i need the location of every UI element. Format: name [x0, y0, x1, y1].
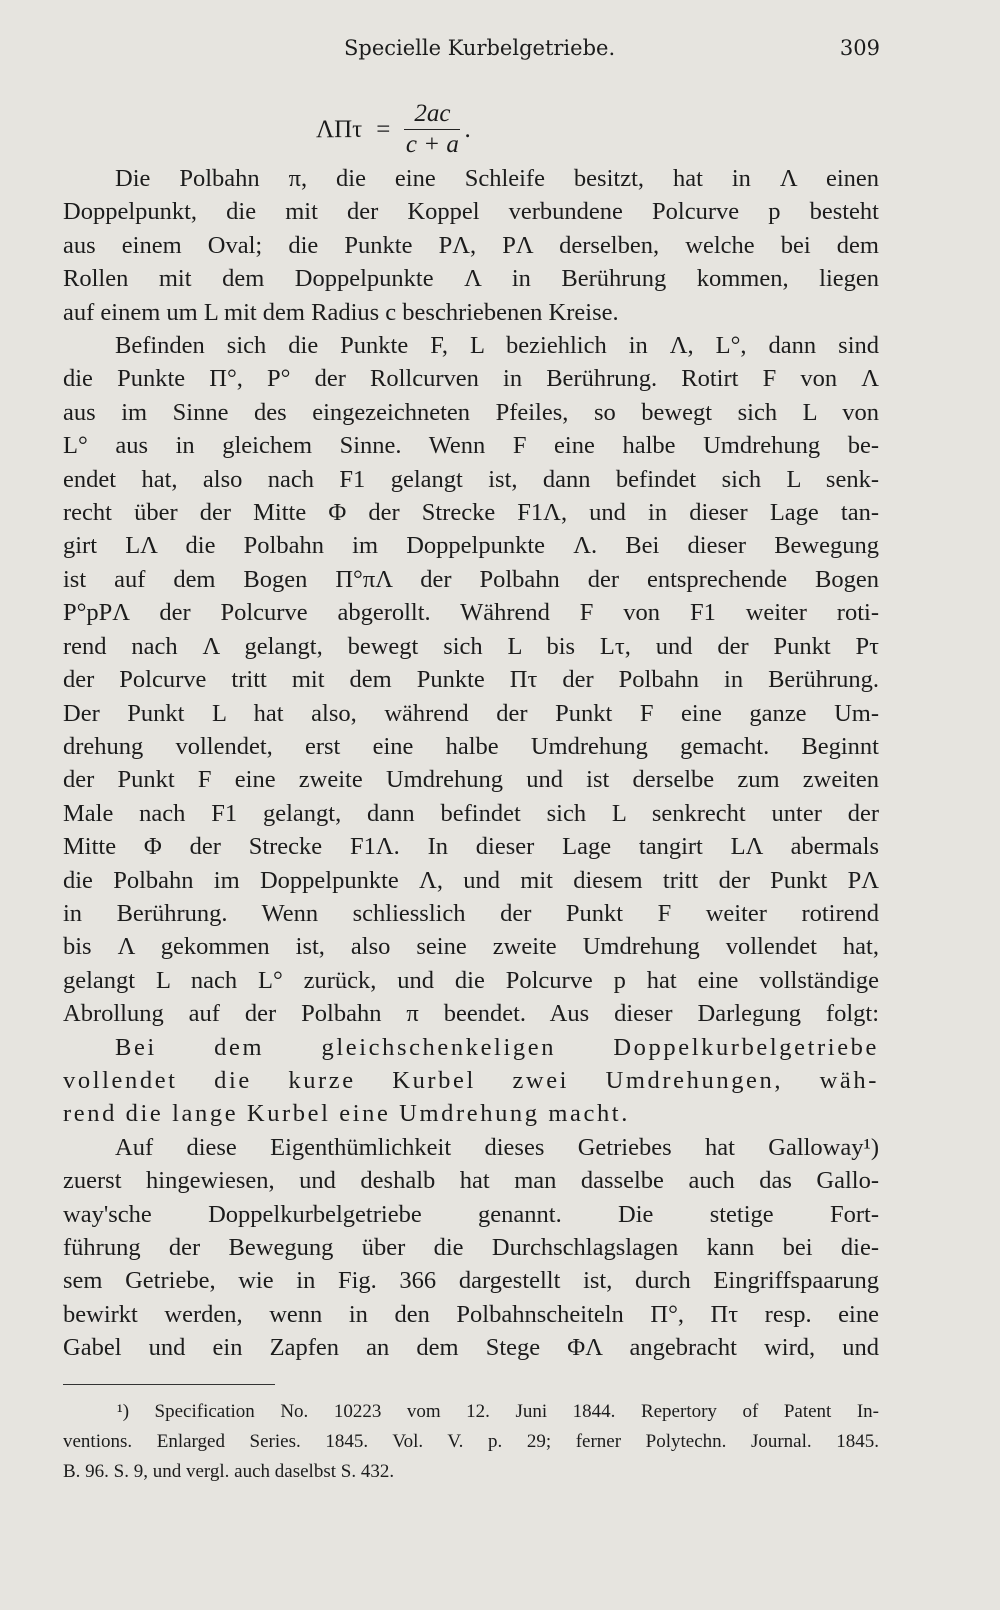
text-line: bis Λ gekommen ist, also seine zweite Umdrehung vollendet hat, [63, 933, 879, 961]
formula-fraction [404, 100, 460, 159]
footnotes [63, 1397, 879, 1487]
text-line: aus einem Oval; die Punkte PΛ, PΛ derselben, welche bei dem [63, 231, 879, 259]
text-line: auf einem um L mit dem Radius c beschriebenen Kreise. [63, 298, 619, 326]
text-line: Der Punkt L hat also, während der Punkt F eine ganze Um- [63, 699, 879, 727]
text-line: Gabel und ein Zapfen an dem Stege ΦΛ angebracht wird, und [63, 1334, 879, 1362]
text-line: girt LΛ die Polbahn im Doppelpunkte Λ. Bei dieser Bewegung [63, 532, 879, 560]
emphasis-line: Bei dem gleichschenkeligen Doppelkurbelgetriebe [115, 1033, 879, 1061]
formula-period: . [464, 115, 471, 143]
formula-equals: = [376, 115, 391, 143]
footnote-line: ventions. Enlarged Series. 1845. Vol. V. p. 29; ferner Polytechn. Journal. 1845. [63, 1431, 879, 1452]
text-line: aus im Sinne des eingezeichneten Pfeiles, so bewegt sich L von [63, 398, 879, 426]
text-line: way'sche Doppelkurbelgetriebe genannt. Die stetige Fort- [63, 1200, 879, 1228]
text-line: der Punkt F eine zweite Umdrehung und ist derselbe zum zweiten [63, 766, 879, 794]
text-line: P°pPΛ der Polcurve abgerollt. Während F von F1 weiter roti- [63, 599, 879, 627]
text-line: Mitte Φ der Strecke F1Λ. In dieser Lage tangirt LΛ abermals [63, 833, 879, 861]
formula-lhs: ΛΠτ [316, 115, 363, 143]
emphasis-line: rend die lange Kurbel eine Umdrehung macht. [63, 1100, 630, 1128]
page-number: 309 [839, 36, 880, 60]
text-line: sem Getriebe, wie in Fig. 366 dargestellt ist, durch Eingriffspaarung [63, 1267, 879, 1295]
footnote-line: ¹) Specification No. 10223 vom 12. Juni 1844. Repertory of Patent In- [117, 1401, 879, 1422]
text-line: gelangt L nach L° zurück, und die Polcurve p hat eine vollständige [63, 966, 879, 994]
text-line: die Punkte Π°, P° der Rollcurven in Berührung. Rotirt F von Λ [63, 365, 879, 393]
text-line: Auf diese Eigenthümlichkeit dieses Getriebes hat Galloway¹) [115, 1133, 879, 1161]
text-line: die Polbahn im Doppelpunkte Λ, und mit diesem tritt der Punkt PΛ [63, 866, 879, 894]
text-line: in Berührung. Wenn schliesslich der Punkt F weiter rotirend [63, 899, 879, 927]
text-line: endet hat, also nach F1 gelangt ist, dann befindet sich L senk- [63, 465, 879, 493]
text-line: führung der Bewegung über die Durchschlagslagen kann bei die- [63, 1234, 879, 1261]
formula-denominator: c + a [405, 131, 459, 158]
text-line: Befinden sich die Punkte F, L beziehlich in Λ, L°, dann sind [115, 332, 879, 360]
running-head [60, 36, 880, 66]
text-line: recht über der Mitte Φ der Strecke F1Λ, und in dieser Lage tan- [63, 499, 879, 527]
text-line: der Polcurve tritt mit dem Punkte Πτ der Polbahn in Berührung. [63, 666, 879, 694]
text-line: Male nach F1 gelangt, dann befindet sich L senkrecht unter der [63, 799, 879, 827]
formula-numerator: 2ac [404, 100, 460, 130]
emphasis-line: vollendet die kurze Kurbel zwei Umdrehungen, wäh- [63, 1066, 879, 1094]
footnote-line: B. 96. S. 9, und vergl. auch daselbst S. 432. [63, 1461, 395, 1482]
text-line: ist auf dem Bogen Π°πΛ der Polbahn der entsprechende Bogen [63, 565, 879, 593]
text-line: Rollen mit dem Doppelpunkte Λ in Berührung kommen, liegen [63, 265, 879, 293]
text-line: Doppelpunkt, die mit der Koppel verbundene Polcurve p besteht [63, 198, 879, 226]
text-line: Die Polbahn π, die eine Schleife besitzt, hat in Λ einen [115, 165, 879, 192]
footnote-rule [63, 1384, 275, 1385]
text-line: bewirkt werden, wenn in den Polbahnscheiteln Π°, Πτ resp. eine [63, 1300, 879, 1328]
display-formula [316, 100, 471, 159]
body-text [63, 162, 879, 1365]
text-line: L° aus in gleichem Sinne. Wenn F eine halbe Umdrehung be- [63, 432, 879, 460]
text-line: Abrollung auf der Polbahn π beendet. Aus dieser Darlegung folgt: [63, 1000, 879, 1028]
running-head-title: Specielle Kurbelgetriebe. [344, 36, 616, 60]
text-line: rend nach Λ gelangt, bewegt sich L bis Lτ, und der Punkt Pτ [63, 632, 879, 660]
text-line: drehung vollendet, erst eine halbe Umdrehung gemacht. Beginnt [63, 732, 879, 760]
text-line: zuerst hingewiesen, und deshalb hat man dasselbe auch das Gallo- [63, 1167, 879, 1195]
